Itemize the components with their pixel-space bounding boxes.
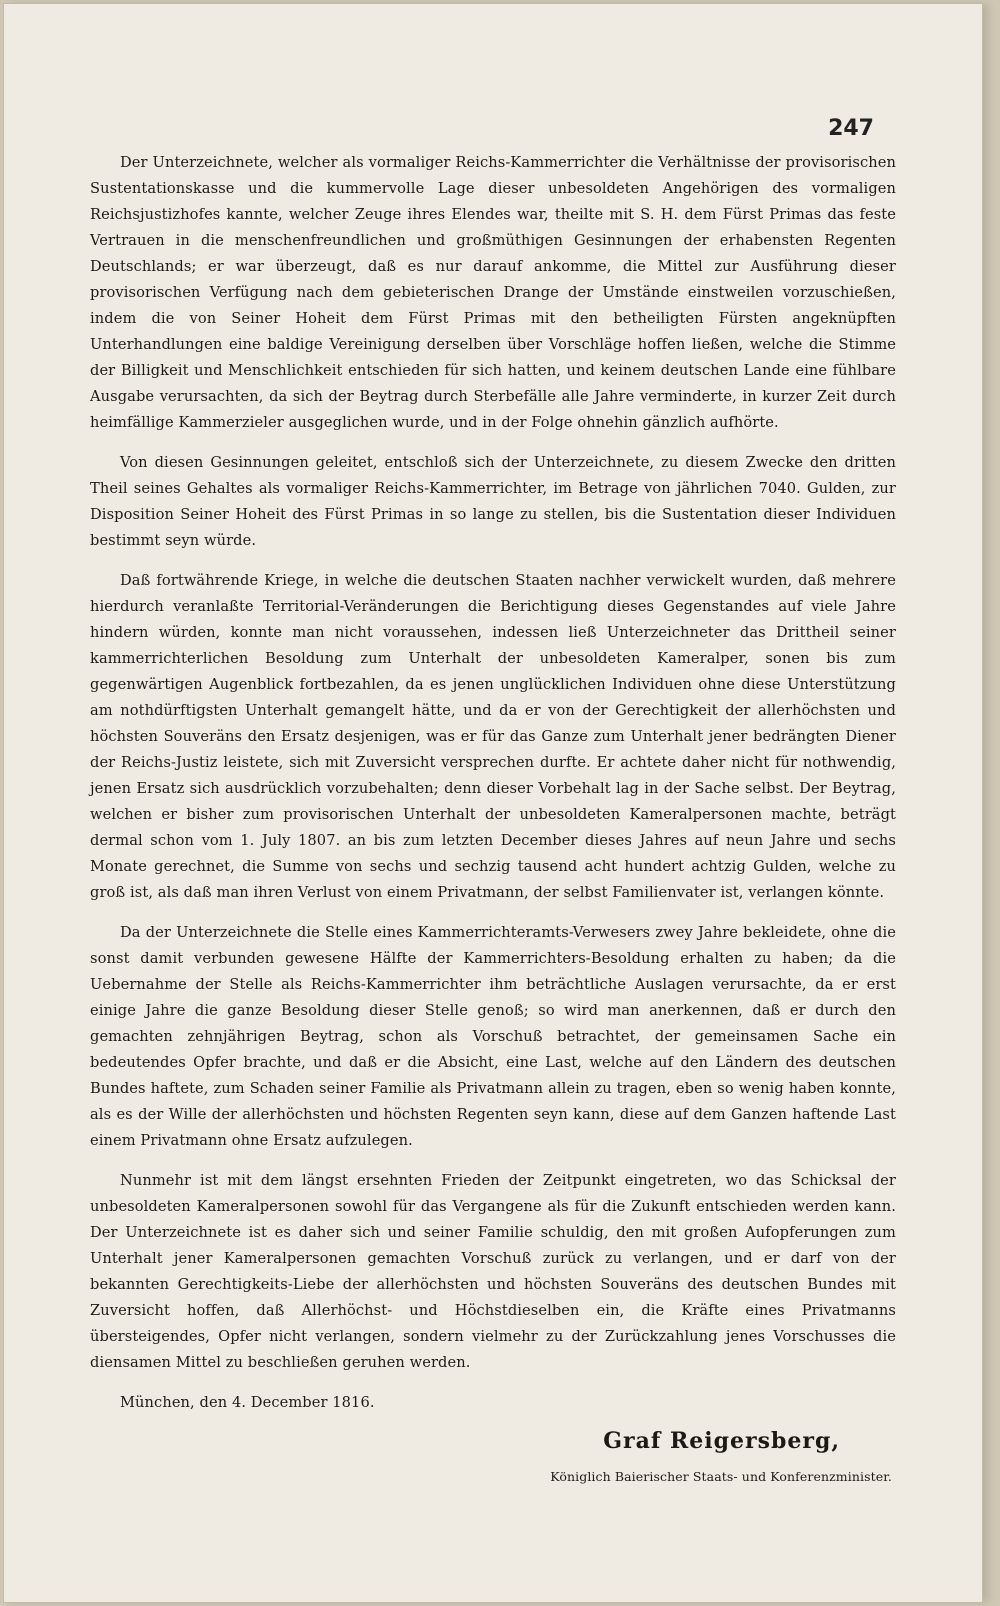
paragraph-1: Der Unterzeichnete, welcher als vormaliger Reichs-Kammerrichter die Verhältnisse der provisorischen Sustentationskasse und die kummervolle Lage dieser unbesoldeten Angehörigen des vormaligen Reichsjustizhofes kannte, welcher Zeuge ihres Elendes war, theilte mit S. H. dem Fürst Primas das feste Vertrauen in die menschenfreundlichen und großmüthigen Gesinnungen der erhabensten Regenten Deutschlands; er war überzeugt, daß es nur darauf ankomme, die Mittel zur Ausführung dieser provisorischen Verfügung nach dem gebieterischen Drange der Umstände einstweilen vorzuschießen, indem die von Seiner Hoheit dem Fürst Primas mit den betheiligten Fürsten angeknüpften Unterhandlungen eine baldige Vereinigung derselben über Vorschläge hoffen ließen, welche die Stimme der Billigkeit und Menschlichkeit entschieden für sich hatten, und keinem deutschen Lande eine fühlbare Ausgabe verursachten, da sich der Beytrag durch Sterbefälle alle Jahre verminderte, in kurzer Zeit durch heimfällige Kammerzieler ausgeglichen wurde, und in der Folge ohnehin gänzlich aufhörte. [90,154,896,431]
paragraph-2: Von diesen Gesinnungen geleitet, entschloß sich der Unterzeichnete, zu diesem Zwecke den dritten Theil seines Gehaltes als vormaliger Reichs-Kammerrichter, im Betrage von jährlichen 7040. Gulden, zur Disposition Seiner Hoheit des Fürst Primas in so lange zu stellen, bis die Sustentation dieser Individuen bestimmt seyn würde. [90,454,896,549]
place-date: München, den 4. December 1816. [120,1394,375,1411]
signature: Graf Reigersberg, [603,1428,840,1454]
document-page [4,4,982,1602]
paragraph-4: Da der Unterzeichnete die Stelle eines Kammerrichteramts-Verwesers zwey Jahre bekleidete, ohne die sonst damit verbunden gewesene Hälfte der Kammerrichters-Besoldung erhalten zu haben; da die Uebernahme der Stelle als Reichs-Kammerrichter ihm beträchtliche Auslagen verursachte, da er erst einige Jahre die ganze Besoldung dieser Stelle genoß; so wird man anerkennen, daß er durch den gemachten zehnjährigen Beytrag, schon als Vorschuß betrachtet, der gemeinsamen Sache ein bedeutendes Opfer brachte, und daß er die Absicht, eine Last, welche auf den Ländern des deutschen Bundes haftete, zum Schaden seiner Familie als Privatmann allein zu tragen, eben so wenig haben konnte, als es der Wille der allerhöchsten und höchsten Regenten seyn kann, diese auf dem Ganzen haftende Last einem Privatmann ohne Ersatz aufzulegen. [90,924,896,1149]
paragraph-5: Nunmehr ist mit dem längst ersehnten Frieden der Zeitpunkt eingetreten, wo das Schicksal der unbesoldeten Kameralpersonen sowohl für das Vergangene als für die Zukunft entschieden werden kann. Der Unterzeichnete ist es daher sich und seiner Familie schuldig, den mit großen Aufopferungen zum Unterhalt jener Kameralpersonen gemachten Vorschuß zurück zu verlangen, und er darf von der bekannten Gerechtigkeits-Liebe der allerhöchsten und höchsten Souveräns des deutschen Bundes mit Zuversicht hoffen, daß Allerhöchst- und Höchstdieselben ein, die Kräfte eines Privatmanns übersteigendes, Opfer nicht verlangen, sondern vielmehr zu der Zurückzahlung jenes Vorschusses die diensamen Mittel zu beschließen geruhen werden. [90,1172,896,1371]
page-number: 247 [828,116,874,141]
paragraph-3: Daß fortwährende Kriege, in welche die deutschen Staaten nachher verwickelt wurden, daß mehrere hierdurch veranlaßte Territorial-Veränderungen die Berichtigung dieses Gegenstandes auf viele Jahre hindern würden, konnte man nicht voraussehen, indessen ließ Unterzeichneter das Drittheil seiner kammerrichterlichen Besoldung zum Unterhalt der unbesoldeten Kameralper, sonen bis zum gegenwärtigen Augenblick fortbezahlen, da es jenen unglücklichen Individuen ohne diese Unterstützung am nothdürftigsten Unterhalt gemangelt hätte, und da er von der Gerechtigkeit der allerhöchsten und höchsten Souveräns den Ersatz desjenigen, was er für das Ganze zum Unterhalt jener bedrängten Diener der Reichs-Justiz leistete, sich mit Zuversicht versprechen durfte. Er achtete daher nicht für nothwendig, jenen Ersatz sich ausdrücklich vorzubehalten; denn dieser Vorbehalt lag in der Sache selbst. Der Beytrag, welchen er bisher zum provisorischen Unterhalt der unbesoldeten Kameralpersonen machte, beträgt dermal schon vom 1. July 1807. an bis zum letzten December dieses Jahres auf neun Jahre und sechs Monate gerechnet, die Summe von sechs und sechzig tausend acht hundert achtzig Gulden, welche zu groß ist, als daß man ihren Verlust von einem Privatmann, der selbst Familienvater ist, verlangen könnte. [90,572,896,901]
signer-title: Königlich Baierischer Staats- und Konferenzminister. [550,1469,892,1484]
document-body [90,150,896,1490]
